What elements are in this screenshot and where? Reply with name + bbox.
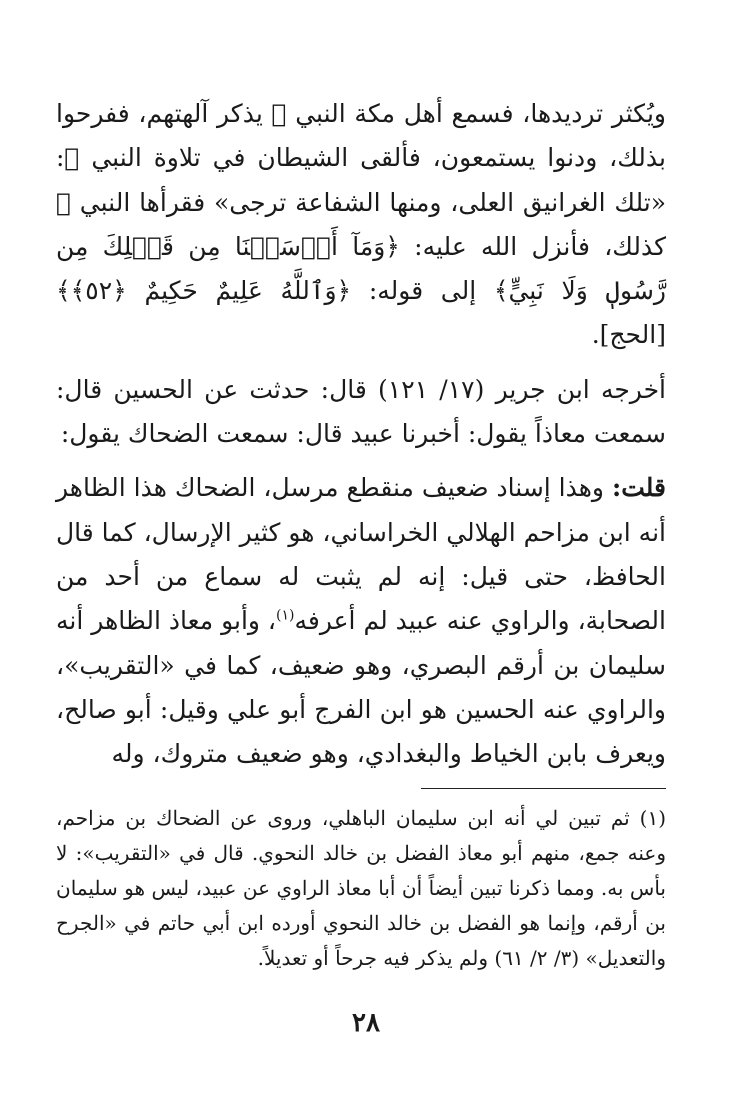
- comment-paragraph: [56, 466, 666, 776]
- footnote-text: ثم تبين لي أنه ابن سليمان الباهلي، وروى عن الضحاك بن مزاحم، وعنه جمع، منهم أبو معاذ الفضل بن خالد النحوي. قال في «التقريب»: لا بأس به. ومما ذكرنا تبين أيضاً أن أبا معاذ الراوي عن عبيد، ليس هو سليمان بن أرقم، وإنما هو الفضل بن خالد النحوي أورده ابن أبي حاتم في «الجرح والتعديل» (٣/ ٢/ ٦١) ولم يذكر فيه جرحاً أو تعديلاً.: [56, 806, 666, 970]
- comment-label: قلت:: [611, 473, 666, 503]
- page-number: ٢٨: [352, 1008, 380, 1038]
- source-paragraph: أخرجه ابن جرير (١٧/ ١٢١) قال: حدثت عن الحسين قال: سمعت معاذاً يقول: أخبرنا عبيد قال: سمعت الضحاك يقول:: [56, 374, 666, 449]
- footnote-marker: (١): [639, 806, 666, 831]
- footnote-reference[interactable]: (١): [276, 607, 295, 624]
- page-content: [56, 92, 666, 995]
- hadith-paragraph: ويُكثر ترديدها، فسمع أهل مكة النبي ﷺ يذكر آلهتهم، ففرحوا بذلك، ودنوا يستمعون، فألقى الشيطان في تلاوة النبي ﷺ: «تلك الغرانيق العلى، ومنها الشفاعة ترجى» فقرأها النبي ﷺ كذلك، فأنزل الله عليه: ﴿وَمَآ أَرۡسَلۡنَا مِن قَبۡلِكَ مِن رَّسُولٖ وَلَا نَبِيٍّ﴾ إلى قوله: ﴿وَٱللَّهُ عَلِيمٌ حَكِيمٌ ﴿٥٢﴾﴾ [الحج].: [56, 99, 666, 350]
- footnote: [56, 801, 666, 975]
- comment-text-part1: وهذا إسناد ضعيف منقطع مرسل، الضحاك هذا الظاهر أنه ابن مزاحم الهلالي الخراساني، هو كثير الإرسال، كما قال الحافظ، حتى قيل: إنه لم يثبت له سماع من أحد من الصحابة، والراوي عنه عبيد لم أعرفه: [56, 473, 666, 636]
- footnote-divider: [421, 788, 666, 789]
- comment-text-part2: ، وأبو معاذ الظاهر أنه سليمان بن أرقم البصري، وهو ضعيف، كما في «التقريب»، والراوي عنه الحسين هو ابن الفرج أبو علي وقيل: أبو صالح، ويعرف بابن الخياط والبغدادي، وهو ضعيف متروك، وله: [56, 606, 666, 769]
